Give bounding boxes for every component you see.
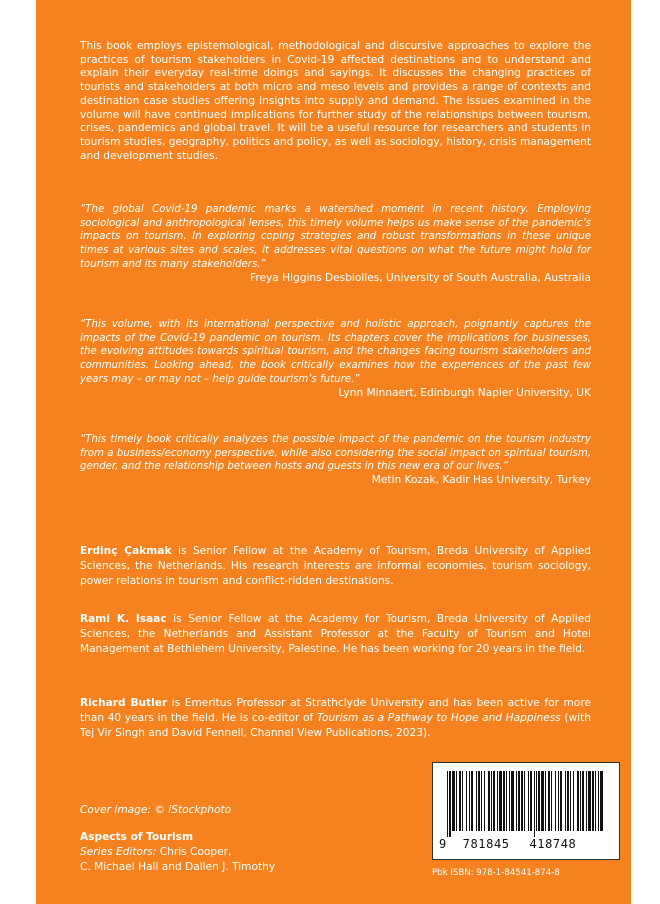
endorsement-text: “This timely book critically analyzes the possible impact of the pandemic on the tourism industry from a business/economy perspective, while also considering the social impact on spiritual tourism, gender, and the relationship between hosts and guests in this new era of our lives.”	[80, 434, 591, 473]
endorsement-2	[80, 318, 591, 400]
barcode-bar	[471, 771, 473, 831]
back-cover	[36, 0, 631, 904]
endorsement-attribution: Metin Kozak, Kadir Has University, Turkey	[371, 474, 591, 487]
barcode-bars	[443, 771, 609, 837]
barcode-bar	[536, 771, 537, 831]
barcode-bar	[580, 771, 581, 831]
series-info	[80, 830, 275, 875]
barcode-bar	[560, 771, 562, 831]
barcode-bar	[459, 771, 461, 831]
series-title: Aspects of Tourism	[80, 831, 194, 843]
barcode-bar	[586, 771, 587, 831]
barcode-bar	[516, 771, 517, 831]
barcode-group-right: 418748	[529, 837, 577, 851]
author-bio-cakmak	[80, 544, 591, 590]
barcode-number	[439, 837, 613, 851]
author-name: Richard Butler	[80, 697, 168, 709]
barcode-bar	[534, 771, 535, 837]
endorsement-attribution: Freya Higgins Desbiolles, University of South Australia, Australia	[250, 271, 591, 284]
barcode-bar	[491, 771, 492, 831]
barcode-bar	[518, 771, 520, 831]
barcode-bar	[503, 771, 505, 831]
barcode-bar	[551, 771, 552, 831]
barcode-bar	[488, 771, 490, 831]
barcode-bar	[570, 771, 571, 831]
author-name: Erdinç Çakmak	[80, 545, 172, 557]
author-bio-isaac	[80, 612, 591, 658]
barcode-bar	[588, 771, 591, 831]
barcode-bar	[478, 771, 480, 831]
barcode-bar	[582, 771, 584, 831]
series-editors: Chris Cooper,	[156, 846, 232, 858]
barcode-bar	[541, 771, 544, 831]
series-editors: C. Michael Hall and Dallen J. Timothy	[80, 861, 276, 873]
barcode-bar	[499, 771, 502, 831]
barcode-bar	[481, 771, 482, 831]
barcode-bar	[577, 771, 579, 831]
endorsement-1	[80, 203, 591, 285]
barcode-bar	[462, 771, 463, 831]
author-bio-text: is Senior Fellow at the Academy of Tourism, Breda University of Applied Sciences, the Netherlands. His research interests are informal economies, tourism sociology, power relations in tourism and conflict-ridden destinations.	[80, 545, 592, 588]
barcode-digit-first: 9	[439, 837, 447, 851]
barcode-bar	[449, 771, 451, 837]
barcode	[432, 762, 620, 860]
endorsement-attribution: Lynn Minnaert, Edinburgh Napier University, UK	[338, 386, 591, 399]
barcode-bar	[592, 771, 594, 831]
book-title: Tourism as a Pathway to Hope and Happiness	[316, 712, 561, 725]
barcode-bar	[565, 771, 566, 831]
barcode-bar	[530, 771, 532, 831]
barcode-bar	[497, 771, 498, 831]
barcode-bar	[452, 771, 455, 831]
barcode-bar	[506, 771, 507, 831]
barcode-bar	[447, 771, 448, 837]
barcode-bar	[567, 771, 569, 831]
author-bio-text: is Emeritus Professor at Strathclyde University and has been active for more than 40 years in the field. He is co-editor of	[80, 697, 591, 725]
barcode-bar	[538, 771, 540, 831]
endorsement-text: “This volume, with its international perspective and holistic approach, poignantly captures the impacts of the Covid-19 pandemic on tourism. Its chapters cover the implications for businesses, the evolving attitudes towards spiritual tourism, and the changes facing tourism stakeholders and communities. Looking ahead, the book critically examines how the experiences of the past few years may – or may not – help guide tourism’s future.”	[80, 319, 591, 385]
cover-credit: Cover image: © iStockphoto	[80, 804, 232, 816]
barcode-bar	[545, 771, 546, 831]
barcode-bar	[469, 771, 470, 831]
isbn: Pbk ISBN: 978-1-84541-874-8	[432, 868, 560, 878]
barcode-bar	[484, 771, 485, 831]
barcode-bar	[528, 771, 529, 831]
barcode-bar	[521, 771, 523, 831]
endorsement-text: “The global Covid-19 pandemic marks a watershed moment in recent history. Employing sociological and anthropological lenses, this timely volume helps us make sense of the pandemic’s impacts on tourism. In exploring coping strategies and robust transformations in these unique times at various sites and scales, it addresses vital questions on what the future might hold for tourism and its many stakeholders.”	[80, 204, 591, 270]
endorsement-3	[80, 433, 591, 488]
barcode-bar	[558, 771, 559, 831]
barcode-bar	[573, 771, 574, 831]
author-bio-butler	[80, 696, 591, 742]
barcode-bar	[555, 771, 556, 831]
barcode-group-left: 781845	[462, 837, 510, 851]
barcode-bar	[493, 771, 495, 831]
barcode-bar	[600, 771, 603, 831]
author-bio-text: (with Tej Vir Singh and David Fennell, Channel View Publications, 2023).	[80, 712, 591, 740]
series-editors-label: Series Editors:	[80, 846, 157, 858]
barcode-bar	[548, 771, 550, 831]
author-name: Rami K. Isaac	[80, 613, 167, 625]
barcode-bar	[509, 771, 510, 831]
book-description: This book employs epistemological, methodological and discursive approaches to explore the practices of tourism stakeholders in Covid-19 affected destinations and to understand and explain their everyday real-time doings and sayings. It discusses the changing practices of tourists and stakeholders at both micro and meso levels and provides a range of contexts and destination case studies offering insights into supply and demand. The issues examined in the volume will have continued implications for further study of the relationships between tourism, crises, pandemics and global travel. It will be a useful resource for researchers and students in tourism studies, geography, politics and policy, as well as sociology, history, crisis management and development studies.	[80, 40, 591, 162]
barcode-bar	[595, 771, 596, 831]
barcode-bar	[466, 771, 467, 831]
barcode-bar	[456, 771, 457, 831]
barcode-bar	[524, 771, 525, 831]
barcode-bar	[511, 771, 514, 831]
barcode-bar	[476, 771, 477, 831]
barcode-bar	[598, 771, 599, 831]
author-bio-text: is Senior Fellow at the Academy for Tourism, Breda University of Applied Sciences, the Netherlands and Assistant Professor at the Faculty of Tourism and Hotel Management at Bethlehem University, Palestine. He has been working for 20 years in the field.	[80, 613, 591, 656]
